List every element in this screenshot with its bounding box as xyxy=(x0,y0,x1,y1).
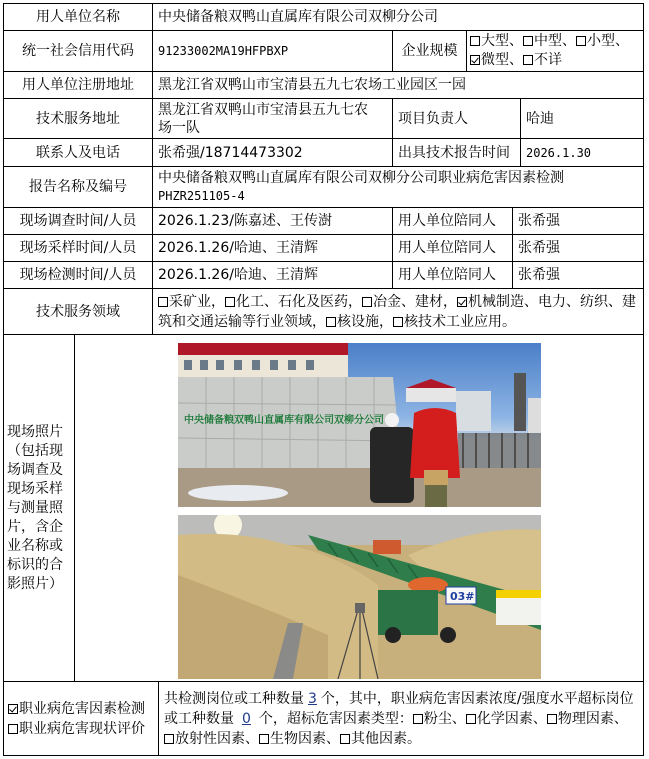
scale-option-medium[interactable]: 中型、 xyxy=(523,33,576,49)
report-code: PHZR251105-4 xyxy=(158,189,245,203)
eval-text-2: 个，其中，职业病危害因素浓度/强度水平超标岗位或工种数量 xyxy=(164,690,634,727)
testing-accompany-value: 张希强 xyxy=(512,261,644,289)
eval-text-3: 个，超标危害因素类型： xyxy=(258,710,413,727)
checkbox-icon[interactable] xyxy=(547,714,557,724)
checkbox-icon[interactable] xyxy=(523,36,533,46)
field-option-mining[interactable]: 采矿业， xyxy=(158,294,225,310)
report-date-label: 出具技术报告时间 xyxy=(392,138,521,167)
field-option-nuclear-tech[interactable]: 核技术工业应用。 xyxy=(393,314,516,330)
checkbox-icon[interactable] xyxy=(413,714,423,724)
project-leader-value: 哈迪 xyxy=(520,98,644,139)
report-name-value xyxy=(152,166,644,208)
site-sampling-photo-illustration xyxy=(178,515,541,679)
field-option-metallurgy[interactable]: 冶金、建材， xyxy=(362,294,457,310)
scale-option-small[interactable]: 小型、 xyxy=(576,33,629,49)
eval-text-1: 共检测岗位或工种数量 xyxy=(164,690,304,707)
factor-option-physical[interactable]: 物理因素、 xyxy=(547,711,628,727)
contact-value: 张希强/18714473302 xyxy=(152,138,393,167)
evaluation-summary xyxy=(158,681,644,756)
checkbox-icon[interactable] xyxy=(470,36,480,46)
checkbox-icon[interactable] xyxy=(158,297,168,307)
sampling-label: 现场采样时间/人员 xyxy=(3,234,153,262)
field-option-chemical[interactable]: 化工、石化及医药， xyxy=(225,294,362,310)
sampling-value: 2026.1.26/哈迪、王清辉 xyxy=(152,234,393,262)
registered-address-value: 黑龙江省双鸭山市宝清县五九七农场工业园区一园 xyxy=(152,71,644,99)
checkbox-icon[interactable] xyxy=(164,734,174,744)
scale-option-large[interactable]: 大型、 xyxy=(470,33,523,49)
service-field-options xyxy=(152,288,644,335)
sampling-accompany-value: 张希强 xyxy=(512,234,644,262)
employer-name-value: 中央储备粮双鸭山直属库有限公司双柳分公司 xyxy=(152,3,644,31)
checkbox-icon[interactable] xyxy=(225,297,235,307)
factor-option-chemical[interactable]: 化学因素、 xyxy=(466,711,547,727)
scale-option-unknown[interactable]: 不详 xyxy=(523,52,562,68)
exceeding-positions-count: 0 xyxy=(242,710,251,727)
checkbox-icon[interactable] xyxy=(8,724,18,734)
checkbox-checked-icon[interactable] xyxy=(470,55,480,65)
sampling-accompany-label: 用人单位陪同人 xyxy=(392,234,513,262)
factor-option-biological[interactable]: 生物因素、 xyxy=(259,731,340,747)
checkbox-icon[interactable] xyxy=(340,734,350,744)
eval-option-assessment[interactable]: 职业病危害现状评价 xyxy=(8,719,145,739)
testing-accompany-label: 用人单位陪同人 xyxy=(392,261,513,289)
survey-value: 2026.1.23/陈嘉述、王传澍 xyxy=(152,207,393,235)
photos-label: 现场照片（包括现场调查及现场采样与测量照片，含企业名称或标识的合影照片） xyxy=(3,334,75,682)
service-address-label: 技术服务地址 xyxy=(3,98,153,139)
enterprise-scale-label: 企业规模 xyxy=(392,30,467,72)
survey-accompany-label: 用人单位陪同人 xyxy=(392,207,513,235)
field-option-machinery[interactable]: 机械制造、电力、纺织、建筑和交通运输等行业领域， xyxy=(158,293,636,330)
site-group-photo-illustration xyxy=(178,343,541,507)
total-positions-count: 3 xyxy=(308,690,317,707)
evaluation-type xyxy=(3,681,159,756)
checkbox-checked-icon[interactable] xyxy=(8,704,18,714)
checkbox-icon[interactable] xyxy=(576,36,586,46)
svg-text:中央储备粮双鸭山直属库有限公司双柳分公司: 中央储备粮双鸭山直属库有限公司双柳分公司 xyxy=(184,415,384,426)
report-name-label: 报告名称及编号 xyxy=(3,166,153,208)
service-address-value: 黑龙江省双鸭山市宝清县五九七农场一队 xyxy=(152,98,393,139)
service-field-label: 技术服务领域 xyxy=(3,288,153,335)
employer-name-label: 用人单位名称 xyxy=(3,3,153,31)
checkbox-icon[interactable] xyxy=(362,297,372,307)
site-group-photo xyxy=(178,343,541,507)
registered-address-label: 用人单位注册地址 xyxy=(3,71,153,99)
report-date-value: 2026.1.30 xyxy=(520,138,644,167)
testing-value: 2026.1.26/哈迪、王清辉 xyxy=(152,261,393,289)
factor-option-dust[interactable]: 粉尘、 xyxy=(413,711,466,727)
factor-option-radioactive[interactable]: 放射性因素、 xyxy=(164,731,259,747)
survey-accompany-value: 张希强 xyxy=(512,207,644,235)
testing-label: 现场检测时间/人员 xyxy=(3,261,153,289)
checkbox-icon[interactable] xyxy=(523,55,533,65)
site-sampling-photo xyxy=(178,515,541,679)
survey-label: 现场调查时间/人员 xyxy=(3,207,153,235)
checkbox-icon[interactable] xyxy=(393,317,403,327)
credit-code-value: 91233002MA19HFPBXP xyxy=(152,30,393,72)
field-option-nuclear-facility[interactable]: 核设施， xyxy=(326,314,393,330)
scale-option-micro[interactable]: 微型、 xyxy=(470,52,523,68)
svg-text:03#: 03# xyxy=(450,590,475,603)
enterprise-scale-options xyxy=(466,30,644,72)
checkbox-icon[interactable] xyxy=(466,714,476,724)
report-name-text: 中央储备粮双鸭山直属库有限公司双柳分公司职业病危害因素检测 xyxy=(158,170,564,186)
credit-code-label: 统一社会信用代码 xyxy=(3,30,153,72)
factor-option-other[interactable]: 其他因素。 xyxy=(340,731,421,747)
contact-label: 联系人及电话 xyxy=(3,138,153,167)
eval-option-detection[interactable]: 职业病危害因素检测 xyxy=(8,699,145,719)
project-leader-label: 项目负责人 xyxy=(392,98,521,139)
checkbox-icon[interactable] xyxy=(259,734,269,744)
checkbox-icon[interactable] xyxy=(326,317,336,327)
checkbox-checked-icon[interactable] xyxy=(457,297,467,307)
